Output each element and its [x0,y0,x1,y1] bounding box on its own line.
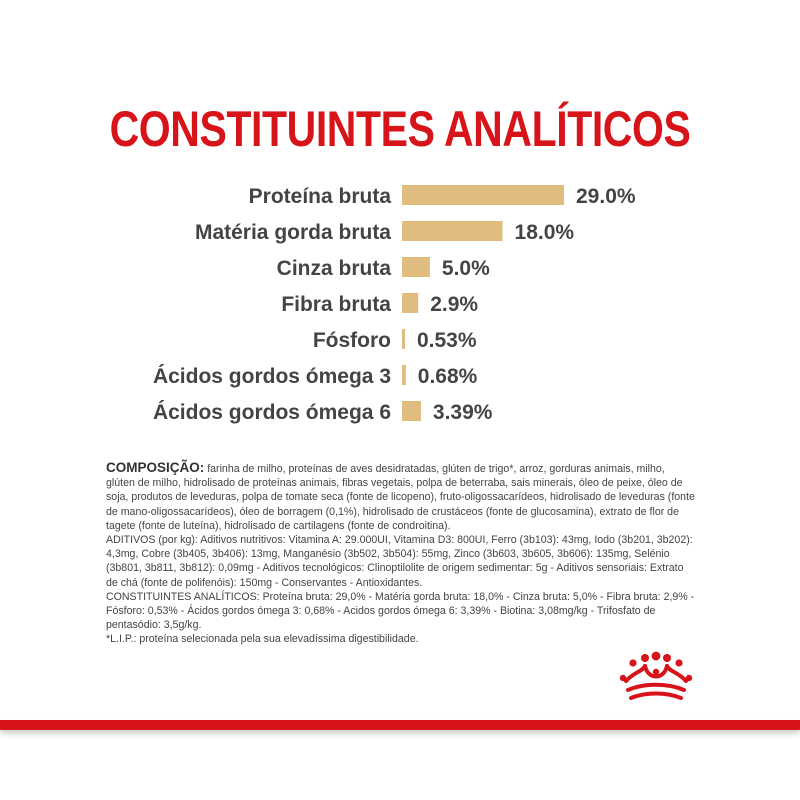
bar [402,257,430,277]
composition-text: farinha de milho, proteínas de aves desidratadas, glúten de trigo*, arroz, gorduras animais, milho, glúten de milho, hidrolisado de proteínas animais, fibras vegetais, polpa de beterraba, sais minerais, óleo de peixe, óleo de soja, produtos de leveduras, polpa de tomate seca (fonte de licopeno), fruto-oligossacarídeos, hidrolisado de leveduras (fonte de mano-oligossacarídeos), óleo de borragem (0,1%), hidrolisado de crustáceos (fonte de glucosamina), extrato de flor de tagete (fonte de luteína), hidrolisado de cartilagens (fonte de condroitina). [106,463,695,532]
composition-paragraph [106,461,696,533]
category-label: Ácidos gordos ómega 3 [152,365,391,388]
composition-label: COMPOSIÇÃO: [106,460,205,475]
category-label: Matéria gorda bruta [194,221,391,244]
value-label: 18.0% [514,221,575,244]
value-label: 2.9% [430,293,479,316]
bar [402,365,406,385]
bar [402,401,421,421]
category-label: Fibra bruta [281,293,391,316]
value-label: 29.0% [576,185,636,208]
page-title: CONSTITUINTES ANALÍTICOS [109,101,691,157]
lip-note: *L.I.P.: proteína selecionada pela sua elevadíssima digestibilidade. [106,633,419,646]
value-label: 0.53% [416,329,477,352]
value-label: 5.0% [441,257,490,280]
composition-block [106,461,696,647]
crown-icon [618,650,694,704]
category-label: Ácidos gordos ómega 6 [152,401,391,424]
value-label: 3.39% [432,401,493,424]
category-label: Cinza bruta [276,257,391,280]
bar [402,329,405,349]
value-label: 0.68% [417,365,478,388]
bottom-red-bar [0,720,800,730]
nutrient-bar-chart [0,175,800,445]
bar [402,185,564,205]
bar [402,221,503,241]
category-label: Fósforo [312,329,391,352]
category-label: Proteína bruta [248,185,391,208]
bar [402,293,418,313]
analytical-paragraph: CONSTITUINTES ANALÍTICOS: Proteína bruta: 29,0% - Matéria gorda bruta: 18,0% - Cinza bruta: 5,0% - Fibra bruta: 2,9% - Fósforo: 0,53% - Ácidos gordos ómega 3: 0,68% - Acidos gordos ómega 6: 3,39% - Biotina: 3,08mg/kg - Trifosfato de pentasódio: 3,5g/kg. [106,590,695,632]
additives-paragraph: ADITIVOS (por kg): Aditivos nutritivos: Vitamina A: 29.000UI, Vitamina D3: 800UI, Ferro (3b103): 43mg, Iodo (3b201, 3b202): 4,3mg, Cobre (3b405, 3b406): 13mg, Manganésio (3b502, 3b504): 55mg, Zinco (3b603, 3b605, 3b606): 135mg, Selénio (3b801, 3b811, 3b812): 0,09mg - Aditivos tecnológicos: Clinoptilolite de origem sedimentar: 5g - Aditivos sensoriais: Extrato de chá (fonte de polifenóis): 150mg - Conservantes - Antioxidantes. [106,534,693,589]
